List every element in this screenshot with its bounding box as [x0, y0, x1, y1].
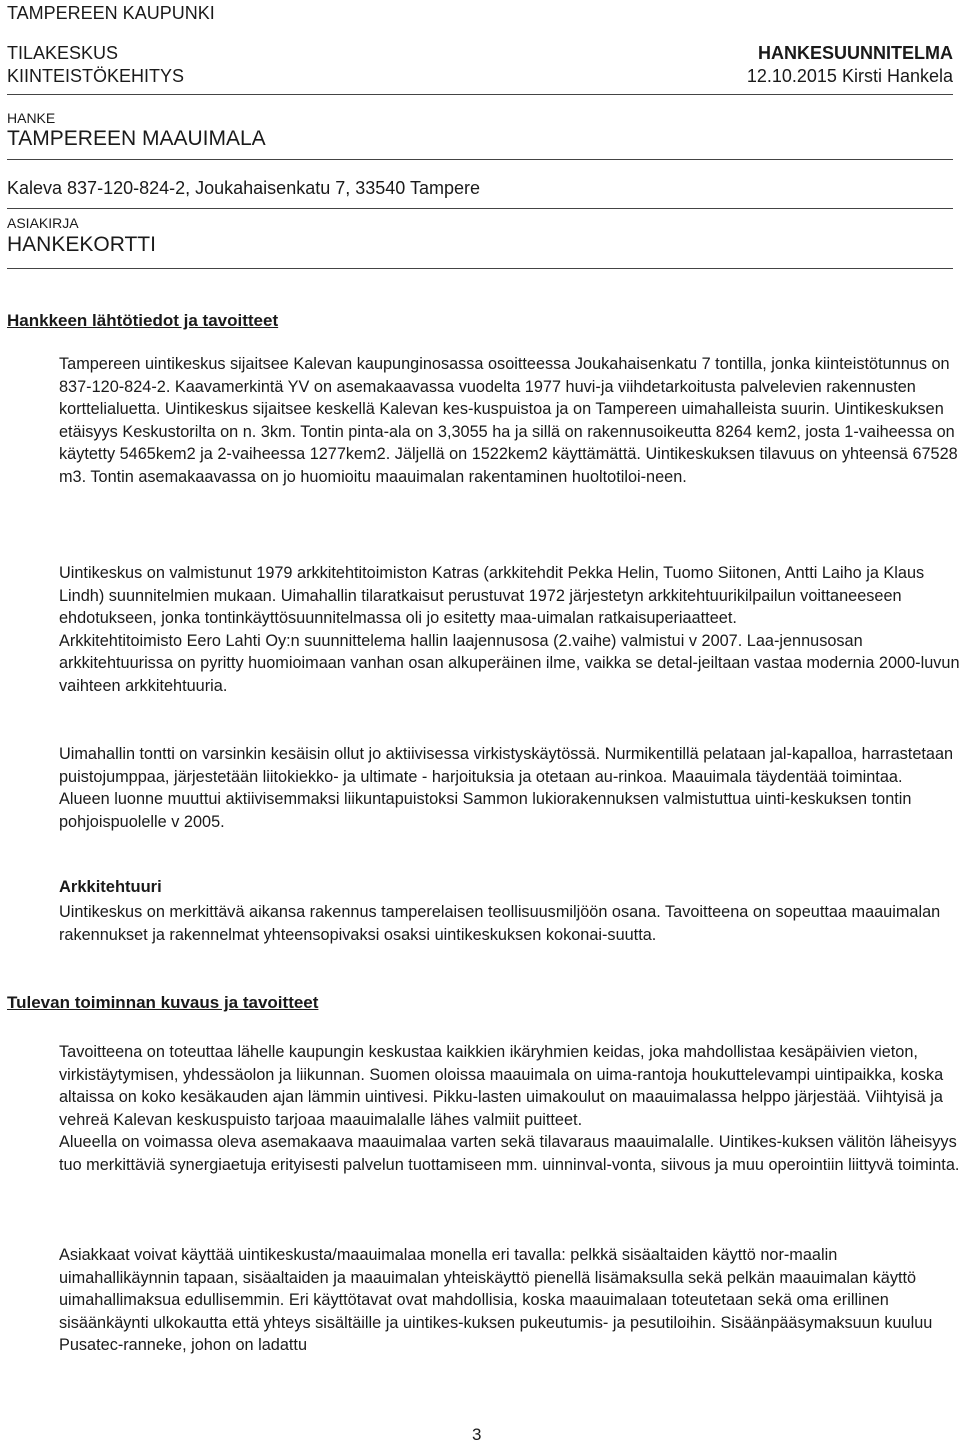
architecture-heading: Arkkitehtuuri: [59, 878, 162, 896]
section-heading-background: Hankkeen lähtötiedot ja tavoitteet: [7, 311, 279, 330]
sub-department: KIINTEISTÖKEHITYS: [7, 66, 185, 86]
department: TILAKESKUS: [7, 43, 119, 63]
section2-customers: [59, 1244, 960, 1357]
paragraph-synergy: Alueella on voimassa oleva asemakaava maauimalaa varten sekä tilavaraus maauimalalle. Uintikes-kuksen välitön läheisyys tuo merkittäviä synergiaetuja erityisesti palvelun tuottamiseen mm. uinninval-vonta, siivous ja muu operointiin liittyvä toiminta.: [59, 1133, 960, 1174]
document-type: HANKESUUNNITELMA: [758, 43, 953, 63]
project-name: TAMPEREEN MAAUIMALA: [7, 127, 266, 150]
paragraph-extension: Arkkitehtitoimisto Eero Lahti Oy:n suunnittelema hallin laajennusosa (2.vaihe) valmistui v 2007. Laa-jennusosan arkkitehtuurissa on pyritty huomioimaan vanhan osan alkuperäinen ilme, vaikka se detal-jeiltaan vastaa modernia 2000-luvun vaihteen arkkitehtuuria.: [59, 631, 960, 695]
paragraph-history: Uintikeskus on valmistunut 1979 arkkitehtitoimiston Katras (arkkitehdit Pekka Helin, Tuomo Siitonen, Antti Laiho ja Klaus Lindh) suunnitelmien mukaan. Uimahallin tilaratkaisut perustuvat 1972 järjestetyn arkkitehtuurikilpailun voittaneeseen ehdotukseen, jonka tontinkäyttösuunnitelmassa oli jo esitetty maa-uimalan ratkaisuperiaatteet.: [59, 564, 925, 627]
address-divider: [7, 208, 953, 209]
paragraph-site: Tampereen uintikeskus sijaitsee Kalevan kaupunginosassa osoitteessa Joukahaisenkatu 7 tontilla, jonka kiinteistötunnus on 837-120-824-2. Kaavamerkintä YV on asemakaavassa vuodelta 1977 huvi-ja viihdetarkoitusta palvelevien rakennusten korttelialuetta. Uintikeskus sijaitsee keskellä Kalevan kes-kuspuistoa ja on Tampereen uimahalleista suurin. Uintikeskuksen etäisyys Keskustorilta on n. 3km. Tontin pinta-ala on 3,3055 ha ja sillä on rakennusoikeutta 8264 kem2, josta 1-vaiheessa on käytetty 5465kem2 ja 2-vaiheessa 1277kem2. Jäljellä on 1522kem2 käyttämättä. Uintikeskuksen tilavuus on yhteensä 67528 m3. Tontin asemakaavassa on jo huomioitu maauimalan rakentaminen huoltotiloi-neen.: [59, 355, 958, 486]
project-divider: [7, 159, 953, 160]
document-name: HANKEKORTTI: [7, 233, 156, 256]
project-label: HANKE: [7, 110, 56, 126]
paragraph-area: Alueen luonne muuttui aktiivisemmaksi liikuntapuistoksi Sammon lukiorakennuksen valmistuttua uinti-keskuksen tontin pohjoispuolelle v 2005.: [59, 790, 912, 831]
section1-usage: [59, 743, 960, 833]
section1-architecture: [59, 901, 960, 946]
section-heading-goals: Tulevan toiminnan kuvaus ja tavoitteet: [7, 993, 319, 1012]
section1-history: [59, 562, 960, 697]
date-author: 12.10.2015 Kirsti Hankela: [746, 66, 953, 86]
paragraph-architecture: Uintikeskus on merkittävä aikansa rakennus tamperelaisen teollisuusmiljöön osana. Tavoitteena on sopeuttaa maauimalan rakennukset ja rakennelmat yhteensopivaksi osaksi uintikeskuksen kokonai-suutta.: [59, 903, 941, 944]
paragraph-goals: Tavoitteena on toteuttaa lähelle kaupungin keskustaa kaikkien ikäryhmien keidas, joka mahdollistaa kesäpäivien vieton, virkistäytymisen, yhdessäolon ja liikunnan. Suomen oloissa maauimala on uima-rantoja houkuttelevampi uintipaikka, koska altaissa on koko kesäkauden ajan lämmin uintivesi. Pikku-lasten uimakoulut on maauimalassa helppo järjestää. Viihtyisä ja vehreä Kalevan keskuspuisto tarjoaa maauimalalle lähes valmiit puitteet.: [59, 1043, 944, 1129]
page-number: 3: [472, 1425, 482, 1444]
city-name: TAMPEREEN KAUPUNKI: [7, 3, 215, 23]
document-divider: [7, 268, 953, 269]
project-address: Kaleva 837-120-824-2, Joukahaisenkatu 7, 33540 Tampere: [7, 178, 481, 198]
section2-body: [59, 1041, 960, 1176]
paragraph-usage: Uimahallin tontti on varsinkin kesäisin ollut jo aktiivisessa virkistyskäytössä. Nurmikentillä pelataan jal-kapalloa, harrastetaan puistojumppaa, järjestetään liitokiekko- ja ultimate - harjoituksia ja otetaan au-rinkoa. Maauimala täydentää toimintaa.: [59, 745, 954, 786]
section1-body: [59, 353, 960, 488]
header-divider: [7, 94, 953, 95]
paragraph-customers: Asiakkaat voivat käyttää uintikeskusta/maauimalaa monella eri tavalla: pelkkä sisäaltaiden käyttö nor-maalin uimahallikäynnin tapaan, sisäaltaiden ja maauimalan yhteiskäyttö pienellä lisämaksulla sekä pelkän maauimalan käyttö uimahallimaksua edullisemmin. Eri käyttötavat ovat mahdollisia, koska maauimalaan toteutetaan sekä oma erillinen sisäänkäynti ulkokautta että yhteys sisältäille ja uintikes-kuksen pukeutumis- ja pesutiloihin. Sisäänpääsymaksuun kuuluu Pusatec-ranneke, johon on ladattu: [59, 1246, 933, 1354]
document-label: ASIAKIRJA: [7, 215, 79, 231]
